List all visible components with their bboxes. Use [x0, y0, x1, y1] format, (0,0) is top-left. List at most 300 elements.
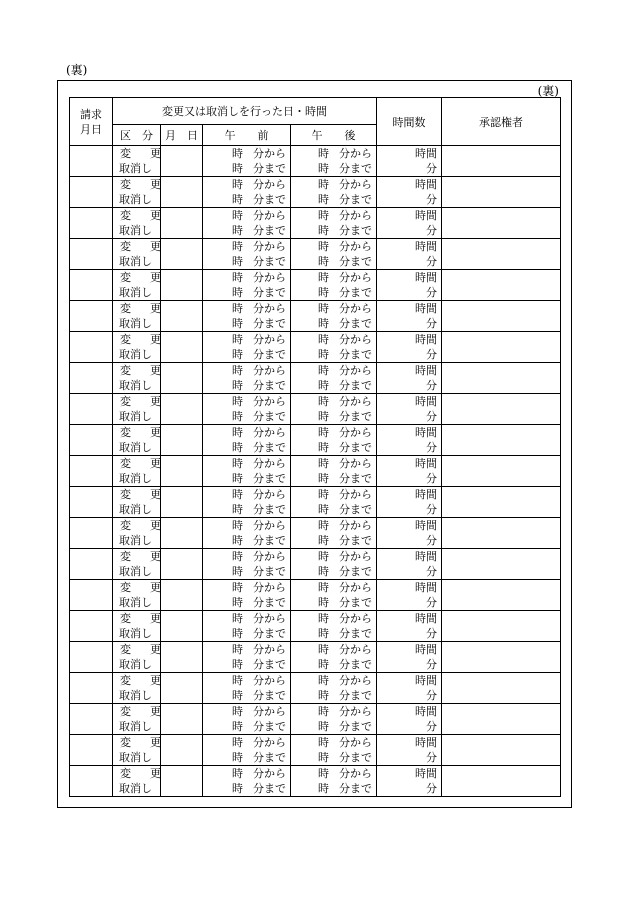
minutes-unit: 分 [426, 658, 437, 671]
change-label: 変 更 [120, 643, 165, 656]
month-day-cell[interactable] [161, 549, 203, 580]
table-row [70, 177, 561, 208]
am-time-cell[interactable] [203, 673, 291, 704]
pm-time-cell[interactable] [291, 673, 377, 704]
pm-time-cell[interactable] [291, 239, 377, 270]
request-date-cell[interactable] [70, 704, 113, 735]
change-label: 変 更 [120, 426, 165, 439]
am-to-text: 時 分まで [232, 596, 286, 609]
approver-cell[interactable] [442, 735, 561, 766]
am-time-cell[interactable] [203, 363, 291, 394]
hours-unit: 時間 [415, 240, 437, 253]
pm-time-cell[interactable] [291, 270, 377, 301]
hours-unit: 時間 [415, 519, 437, 532]
am-from-text: 時 分から [232, 612, 286, 625]
approver-cell[interactable] [442, 642, 561, 673]
cancel-label: 取消し [119, 193, 152, 206]
am-time-cell[interactable] [203, 394, 291, 425]
request-date-cell[interactable] [70, 332, 113, 363]
approver-cell[interactable] [442, 611, 561, 642]
header-request-line2: 月日 [80, 122, 102, 136]
cancel-label: 取消し [119, 379, 152, 392]
hours-cell[interactable] [377, 611, 442, 642]
hours-cell[interactable] [377, 332, 442, 363]
am-to-text: 時 分まで [232, 751, 286, 764]
change-label: 変 更 [120, 147, 165, 160]
am-from-text: 時 分から [232, 581, 286, 594]
table-row [70, 456, 561, 487]
am-time-cell[interactable] [203, 611, 291, 642]
approver-cell[interactable] [442, 425, 561, 456]
pm-to-text: 時 分まで [318, 658, 372, 671]
pm-to-text: 時 分まで [318, 751, 372, 764]
change-label: 変 更 [120, 333, 165, 346]
hours-unit: 時間 [415, 178, 437, 191]
cancel-label: 取消し [119, 596, 152, 609]
request-date-cell[interactable] [70, 549, 113, 580]
change-cancel-record-table [69, 97, 561, 797]
pm-to-text: 時 分まで [318, 255, 372, 268]
pm-to-text: 時 分まで [318, 689, 372, 702]
change-label: 変 更 [120, 457, 165, 470]
approver-cell[interactable] [442, 208, 561, 239]
table-row [70, 580, 561, 611]
am-time-cell[interactable] [203, 239, 291, 270]
pm-time-cell[interactable] [291, 704, 377, 735]
table-row [70, 270, 561, 301]
hours-cell[interactable] [377, 146, 442, 177]
pm-from-text: 時 分から [318, 612, 372, 625]
am-time-cell[interactable] [203, 177, 291, 208]
kubun-cell [113, 487, 165, 518]
header-pm: 午 後 [291, 125, 377, 146]
pm-to-text: 時 分まで [318, 596, 372, 609]
month-day-cell[interactable] [161, 239, 203, 270]
request-date-cell[interactable] [70, 611, 113, 642]
am-to-text: 時 分まで [232, 689, 286, 702]
kubun-cell [113, 146, 165, 177]
table-row [70, 239, 561, 270]
hours-cell[interactable] [377, 270, 442, 301]
am-to-text: 時 分まで [232, 472, 286, 485]
hours-unit: 時間 [415, 271, 437, 284]
am-time-cell[interactable] [203, 766, 291, 797]
pm-to-text: 時 分まで [318, 286, 372, 299]
page-side-label: (裏) [66, 63, 88, 77]
am-to-text: 時 分まで [232, 379, 286, 392]
pm-time-cell[interactable] [291, 549, 377, 580]
kubun-cell [113, 518, 165, 549]
table-row [70, 363, 561, 394]
month-day-cell[interactable] [161, 425, 203, 456]
pm-time-cell[interactable] [291, 394, 377, 425]
approver-cell[interactable] [442, 332, 561, 363]
pm-time-cell[interactable] [291, 146, 377, 177]
change-label: 変 更 [120, 581, 165, 594]
am-time-cell[interactable] [203, 580, 291, 611]
approver-cell[interactable] [442, 146, 561, 177]
request-date-cell[interactable] [70, 487, 113, 518]
pm-from-text: 時 分から [318, 333, 372, 346]
change-label: 変 更 [120, 395, 165, 408]
am-time-cell[interactable] [203, 301, 291, 332]
pm-from-text: 時 分から [318, 674, 372, 687]
pm-from-text: 時 分から [318, 395, 372, 408]
pm-time-cell[interactable] [291, 611, 377, 642]
kubun-cell [113, 394, 165, 425]
kubun-cell [113, 270, 165, 301]
am-time-cell[interactable] [203, 456, 291, 487]
approver-cell[interactable] [442, 673, 561, 704]
pm-from-text: 時 分から [318, 364, 372, 377]
kubun-cell [113, 549, 165, 580]
hours-cell[interactable] [377, 425, 442, 456]
month-day-cell[interactable] [161, 642, 203, 673]
request-date-cell[interactable] [70, 673, 113, 704]
hours-unit: 時間 [415, 426, 437, 439]
approver-cell[interactable] [442, 704, 561, 735]
pm-time-cell[interactable] [291, 208, 377, 239]
pm-time-cell[interactable] [291, 766, 377, 797]
change-label: 変 更 [120, 674, 165, 687]
frame-side-label: (裏) [537, 84, 559, 98]
hours-cell[interactable] [377, 766, 442, 797]
hours-cell[interactable] [377, 642, 442, 673]
month-day-cell[interactable] [161, 363, 203, 394]
request-date-cell[interactable] [70, 642, 113, 673]
month-day-cell[interactable] [161, 394, 203, 425]
change-label: 変 更 [120, 271, 165, 284]
pm-to-text: 時 分まで [318, 441, 372, 454]
hours-unit: 時間 [415, 767, 437, 780]
am-from-text: 時 分から [232, 147, 286, 160]
hours-unit: 時間 [415, 209, 437, 222]
hours-cell[interactable] [377, 301, 442, 332]
month-day-cell[interactable] [161, 735, 203, 766]
pm-from-text: 時 分から [318, 519, 372, 532]
change-label: 変 更 [120, 767, 165, 780]
approver-cell[interactable] [442, 270, 561, 301]
pm-from-text: 時 分から [318, 271, 372, 284]
hours-unit: 時間 [415, 612, 437, 625]
am-to-text: 時 分まで [232, 255, 286, 268]
am-time-cell[interactable] [203, 735, 291, 766]
cancel-label: 取消し [119, 472, 152, 485]
kubun-cell [113, 177, 165, 208]
pm-to-text: 時 分まで [318, 162, 372, 175]
cancel-label: 取消し [119, 751, 152, 764]
table-row [70, 146, 561, 177]
pm-time-cell[interactable] [291, 487, 377, 518]
pm-time-cell[interactable] [291, 735, 377, 766]
am-to-text: 時 分まで [232, 627, 286, 640]
pm-time-cell[interactable] [291, 177, 377, 208]
header-month-day: 月 日 [161, 125, 203, 146]
minutes-unit: 分 [426, 565, 437, 578]
am-time-cell[interactable] [203, 642, 291, 673]
month-day-cell[interactable] [161, 270, 203, 301]
request-date-cell[interactable] [70, 456, 113, 487]
am-time-cell[interactable] [203, 332, 291, 363]
month-day-cell[interactable] [161, 704, 203, 735]
table-row [70, 487, 561, 518]
hours-cell[interactable] [377, 518, 442, 549]
cancel-label: 取消し [119, 348, 152, 361]
hours-unit: 時間 [415, 736, 437, 749]
pm-time-cell[interactable] [291, 363, 377, 394]
kubun-cell [113, 239, 165, 270]
month-day-cell[interactable] [161, 487, 203, 518]
minutes-unit: 分 [426, 627, 437, 640]
am-time-cell[interactable] [203, 487, 291, 518]
cancel-label: 取消し [119, 658, 152, 671]
hours-cell[interactable] [377, 549, 442, 580]
change-label: 変 更 [120, 612, 165, 625]
table-row [70, 425, 561, 456]
am-from-text: 時 分から [232, 457, 286, 470]
approver-cell[interactable] [442, 177, 561, 208]
pm-time-cell[interactable] [291, 580, 377, 611]
minutes-unit: 分 [426, 503, 437, 516]
cancel-label: 取消し [119, 689, 152, 702]
kubun-cell [113, 766, 165, 797]
table-row [70, 611, 561, 642]
request-date-cell[interactable] [70, 425, 113, 456]
pm-to-text: 時 分まで [318, 782, 372, 795]
minutes-unit: 分 [426, 689, 437, 702]
request-date-cell[interactable] [70, 270, 113, 301]
kubun-cell [113, 332, 165, 363]
cancel-label: 取消し [119, 534, 152, 547]
change-label: 変 更 [120, 550, 165, 563]
hours-unit: 時間 [415, 395, 437, 408]
month-day-cell[interactable] [161, 177, 203, 208]
minutes-unit: 分 [426, 224, 437, 237]
change-label: 変 更 [120, 364, 165, 377]
am-from-text: 時 分から [232, 364, 286, 377]
minutes-unit: 分 [426, 255, 437, 268]
table-row [70, 332, 561, 363]
pm-time-cell[interactable] [291, 332, 377, 363]
request-date-cell[interactable] [70, 239, 113, 270]
table-row [70, 301, 561, 332]
cancel-label: 取消し [119, 255, 152, 268]
am-time-cell[interactable] [203, 518, 291, 549]
hours-unit: 時間 [415, 147, 437, 160]
table-row [70, 766, 561, 797]
month-day-cell[interactable] [161, 518, 203, 549]
request-date-cell[interactable] [70, 363, 113, 394]
cancel-label: 取消し [119, 627, 152, 640]
hours-cell[interactable] [377, 487, 442, 518]
month-day-cell[interactable] [161, 301, 203, 332]
approver-cell[interactable] [442, 394, 561, 425]
approver-cell[interactable] [442, 456, 561, 487]
am-time-cell[interactable] [203, 208, 291, 239]
minutes-unit: 分 [426, 162, 437, 175]
approver-cell[interactable] [442, 549, 561, 580]
minutes-unit: 分 [426, 379, 437, 392]
pm-from-text: 時 分から [318, 209, 372, 222]
approver-cell[interactable] [442, 363, 561, 394]
change-label: 変 更 [120, 488, 165, 501]
month-day-cell[interactable] [161, 611, 203, 642]
approver-cell[interactable] [442, 580, 561, 611]
kubun-cell [113, 642, 165, 673]
minutes-unit: 分 [426, 534, 437, 547]
hours-cell[interactable] [377, 456, 442, 487]
hours-cell[interactable] [377, 177, 442, 208]
table-row [70, 549, 561, 580]
approver-cell[interactable] [442, 766, 561, 797]
am-time-cell[interactable] [203, 146, 291, 177]
am-from-text: 時 分から [232, 550, 286, 563]
month-day-cell[interactable] [161, 332, 203, 363]
am-to-text: 時 分まで [232, 534, 286, 547]
hours-cell[interactable] [377, 673, 442, 704]
approver-cell[interactable] [442, 487, 561, 518]
table-row [70, 642, 561, 673]
pm-time-cell[interactable] [291, 425, 377, 456]
request-date-cell[interactable] [70, 208, 113, 239]
kubun-cell [113, 208, 165, 239]
kubun-cell [113, 456, 165, 487]
cancel-label: 取消し [119, 317, 152, 330]
am-to-text: 時 分まで [232, 317, 286, 330]
pm-to-text: 時 分まで [318, 627, 372, 640]
request-date-cell[interactable] [70, 394, 113, 425]
pm-to-text: 時 分まで [318, 224, 372, 237]
pm-from-text: 時 分から [318, 643, 372, 656]
request-date-cell[interactable] [70, 580, 113, 611]
month-day-cell[interactable] [161, 580, 203, 611]
request-date-cell[interactable] [70, 518, 113, 549]
kubun-cell [113, 735, 165, 766]
hours-unit: 時間 [415, 643, 437, 656]
month-day-cell[interactable] [161, 208, 203, 239]
request-date-cell[interactable] [70, 735, 113, 766]
am-from-text: 時 分から [232, 395, 286, 408]
am-from-text: 時 分から [232, 271, 286, 284]
hours-unit: 時間 [415, 302, 437, 315]
cancel-label: 取消し [119, 286, 152, 299]
pm-time-cell[interactable] [291, 642, 377, 673]
hours-cell[interactable] [377, 580, 442, 611]
hours-cell[interactable] [377, 704, 442, 735]
month-day-cell[interactable] [161, 766, 203, 797]
am-to-text: 時 分まで [232, 286, 286, 299]
am-from-text: 時 分から [232, 426, 286, 439]
cancel-label: 取消し [119, 503, 152, 516]
table-row [70, 208, 561, 239]
pm-from-text: 時 分から [318, 736, 372, 749]
cancel-label: 取消し [119, 565, 152, 578]
pm-time-cell[interactable] [291, 518, 377, 549]
am-to-text: 時 分まで [232, 410, 286, 423]
kubun-cell [113, 363, 165, 394]
hours-cell[interactable] [377, 394, 442, 425]
pm-to-text: 時 分まで [318, 193, 372, 206]
am-time-cell[interactable] [203, 270, 291, 301]
am-from-text: 時 分から [232, 333, 286, 346]
header-request-date [70, 98, 113, 146]
am-to-text: 時 分まで [232, 193, 286, 206]
minutes-unit: 分 [426, 782, 437, 795]
am-from-text: 時 分から [232, 767, 286, 780]
hours-unit: 時間 [415, 705, 437, 718]
pm-from-text: 時 分から [318, 581, 372, 594]
pm-from-text: 時 分から [318, 240, 372, 253]
cancel-label: 取消し [119, 441, 152, 454]
hours-cell[interactable] [377, 208, 442, 239]
change-label: 変 更 [120, 736, 165, 749]
pm-to-text: 時 分まで [318, 503, 372, 516]
cancel-label: 取消し [119, 224, 152, 237]
hours-cell[interactable] [377, 239, 442, 270]
am-time-cell[interactable] [203, 704, 291, 735]
table-row [70, 394, 561, 425]
hours-unit: 時間 [415, 333, 437, 346]
am-to-text: 時 分まで [232, 658, 286, 671]
kubun-cell [113, 301, 165, 332]
am-from-text: 時 分から [232, 736, 286, 749]
approver-cell[interactable] [442, 239, 561, 270]
pm-from-text: 時 分から [318, 302, 372, 315]
month-day-cell[interactable] [161, 146, 203, 177]
pm-from-text: 時 分から [318, 178, 372, 191]
am-from-text: 時 分から [232, 705, 286, 718]
cancel-label: 取消し [119, 410, 152, 423]
change-label: 変 更 [120, 519, 165, 532]
pm-to-text: 時 分まで [318, 410, 372, 423]
am-from-text: 時 分から [232, 240, 286, 253]
pm-from-text: 時 分から [318, 550, 372, 563]
pm-time-cell[interactable] [291, 456, 377, 487]
am-to-text: 時 分まで [232, 348, 286, 361]
hours-cell[interactable] [377, 735, 442, 766]
am-time-cell[interactable] [203, 549, 291, 580]
month-day-cell[interactable] [161, 456, 203, 487]
minutes-unit: 分 [426, 596, 437, 609]
table-row [70, 735, 561, 766]
minutes-unit: 分 [426, 348, 437, 361]
change-label: 変 更 [120, 302, 165, 315]
approver-cell[interactable] [442, 301, 561, 332]
hours-cell[interactable] [377, 363, 442, 394]
table-row [70, 704, 561, 735]
kubun-cell [113, 425, 165, 456]
cancel-label: 取消し [119, 720, 152, 733]
change-label: 変 更 [120, 178, 165, 191]
request-date-cell[interactable] [70, 146, 113, 177]
header-period-title: 変更又は取消しを行った日・時間 [113, 98, 377, 125]
month-day-cell[interactable] [161, 673, 203, 704]
am-from-text: 時 分から [232, 519, 286, 532]
header-hours: 時間数 [377, 98, 442, 146]
request-date-cell[interactable] [70, 177, 113, 208]
pm-time-cell[interactable] [291, 301, 377, 332]
am-time-cell[interactable] [203, 425, 291, 456]
approver-cell[interactable] [442, 518, 561, 549]
header-approver: 承認権者 [442, 98, 561, 146]
request-date-cell[interactable] [70, 766, 113, 797]
request-date-cell[interactable] [70, 301, 113, 332]
pm-to-text: 時 分まで [318, 534, 372, 547]
pm-from-text: 時 分から [318, 767, 372, 780]
hours-unit: 時間 [415, 674, 437, 687]
cancel-label: 取消し [119, 162, 152, 175]
hours-unit: 時間 [415, 457, 437, 470]
